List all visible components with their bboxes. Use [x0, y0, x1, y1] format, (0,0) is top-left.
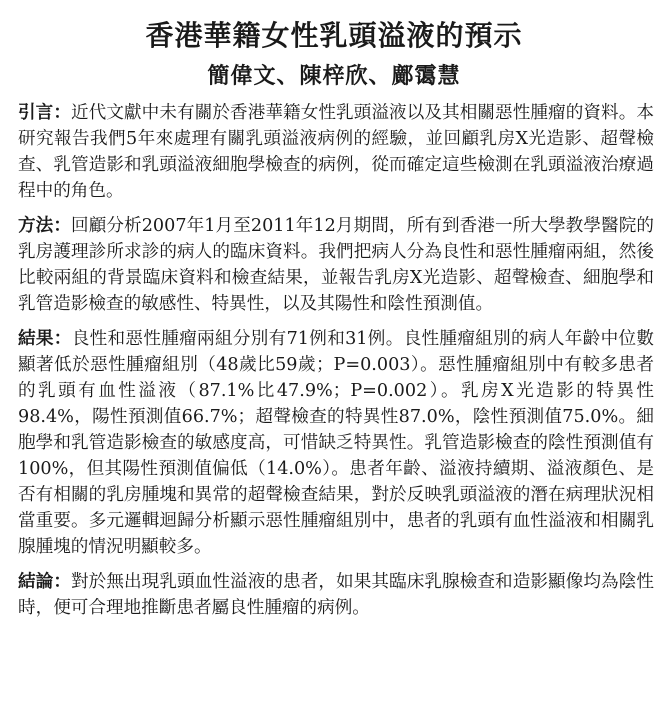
- results-section: [18, 326, 654, 560]
- conclusion-text: 對於無出現乳頭血性溢液的患者，如果其臨床乳腺檢查和造影顯像均為陰性時，便可合理地推斷患者屬良性腫瘤的病例。: [18, 572, 654, 618]
- methods-text: 回顧分析2007年1月至2011年12月期間，所有到香港一所大學教學醫院的乳房護理診所求診的病人的臨床資料。我們把病人分為良性和惡性腫瘤兩組，然後比較兩組的背景臨床資料和檢查結果，並報告乳房X光造影、超聲檢查、細胞學和乳管造影檢查的敏感性、特異性，以及其陽性和陰性預測值。: [18, 216, 654, 314]
- conclusion-section: [18, 569, 654, 621]
- introduction-label: 引言：: [18, 103, 72, 123]
- introduction-section: [18, 100, 654, 204]
- methods-label: 方法：: [18, 216, 72, 236]
- article-authors: 簡偉文、陳梓欣、鄺霭慧: [207, 64, 461, 89]
- introduction-text: 近代文獻中未有關於香港華籍女性乳頭溢液以及其相關惡性腫瘤的資料。本研究報告我們5年來處理有關乳頭溢液病例的經驗，並回顧乳房X光造影、超聲檢查、乳管造影和乳頭溢液細胞學檢查的病例，從而確定這些檢測在乳頭溢液治療過程中的角色。: [18, 103, 654, 201]
- results-label: 結果：: [18, 329, 72, 349]
- results-text: 良性和惡性腫瘤兩組分別有71例和31例。良性腫瘤組別的病人年齡中位數顯著低於惡性腫瘤組別（48歲比59歲；P=0.003）。惡性腫瘤組別中有較多患者的乳頭有血性溢液（87.1%比47.9%；P=0.002）。乳房X光造影的特異性98.4%，陽性預測值66.7%；超聲檢查的特異性87.0%，陰性預測值75.0%。細胞學和乳管造影檢查的敏感度高，可惜缺乏特異性。乳管造影檢查的陰性預測值有100%，但其陽性預測值偏低（14.0%）。患者年齡、溢液持續期、溢液顏色、是否有相關的乳房腫塊和異常的超聲檢查結果，對於反映乳頭溢液的潛在病理狀況相當重要。多元邏輯迴歸分析顯示惡性腫瘤組別中，患者的乳頭有血性溢液和相關乳腺腫塊的情況明顯較多。: [18, 329, 654, 557]
- abstract-body: [18, 100, 654, 630]
- methods-section: [18, 213, 654, 317]
- article-title: 香港華籍女性乳頭溢液的預示: [145, 19, 523, 52]
- conclusion-label: 結論：: [18, 572, 72, 592]
